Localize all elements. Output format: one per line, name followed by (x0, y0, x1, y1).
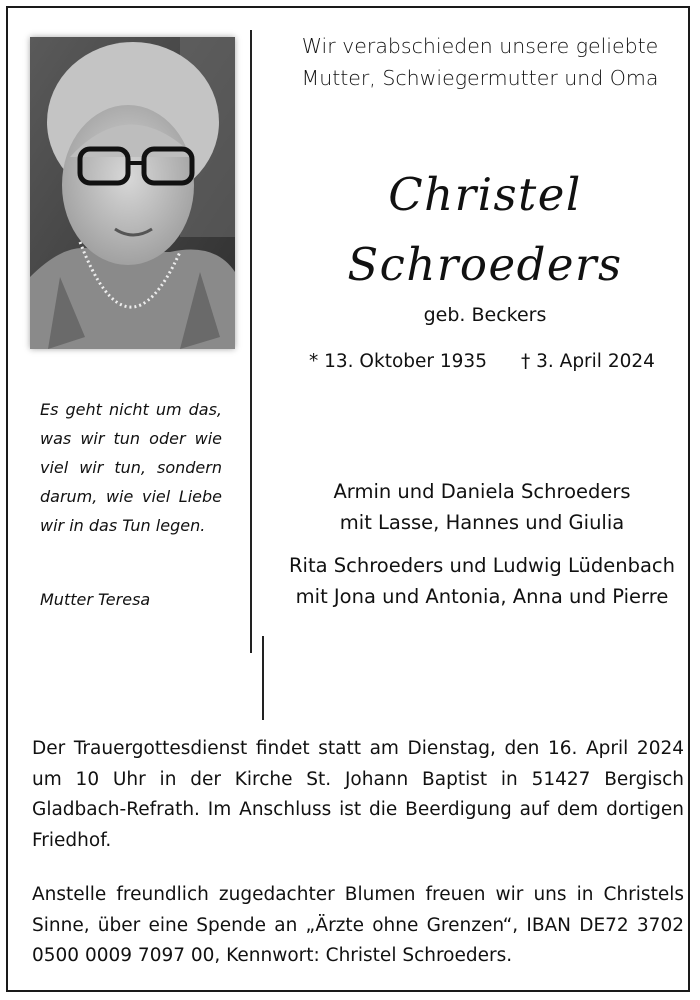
intro-line-2: Mutter, Schwiegermutter und Oma (301, 66, 659, 90)
family-group-2 (262, 550, 700, 612)
birth-date: * 13. Oktober 1935 (309, 351, 487, 372)
family-group-1-line-2: mit Lasse, Hannes und Giulia (339, 511, 625, 534)
intro-line-1: Wir verabschieden unsere geliebte (301, 34, 659, 58)
first-name: Christel (388, 168, 582, 221)
upper-divider (250, 30, 252, 653)
deceased-name (270, 160, 700, 300)
family-group-2-line-1: Rita Schroeders und Ludwig Lüdenbach (288, 554, 675, 577)
birth-name: geb. Beckers (423, 304, 547, 326)
intro-text (270, 30, 690, 94)
family-group-2-line-2: mit Jona und Antonia, Anna und Pierre (295, 585, 669, 608)
last-name: Schroeders (347, 238, 623, 291)
family-group-1-line-1: Armin und Daniela Schroeders (333, 480, 631, 503)
service-paragraph: Der Trauergottesdienst findet statt am Dienstag, den 16. April 2024 um 10 Uhr in der Kirche St. Johann Baptist in 51427 Bergisch Gladbach-Refrath. Im Anschluss ist die Beerdigung auf dem dortigen Friedhof. (32, 738, 684, 851)
family-group-1 (262, 476, 700, 538)
portrait-photo (30, 37, 235, 349)
lower-divider (262, 636, 264, 720)
donation-paragraph: Anstelle freundlich zugedachter Blumen freuen wir uns in Christels Sinne, über eine Spende an „Ärzte ohne Grenzen“, IBAN DE72 3702 0500 0009 7097 00, Kennwort: Christel Schroeders. (32, 884, 684, 966)
quote-text: Es geht nicht um das, was wir tun oder wie viel wir tun, sondern darum, wie viel Liebe wir in das Tun legen. (40, 400, 222, 535)
death-date: † 3. April 2024 (521, 351, 655, 372)
quote-author: Mutter Teresa (40, 590, 151, 609)
